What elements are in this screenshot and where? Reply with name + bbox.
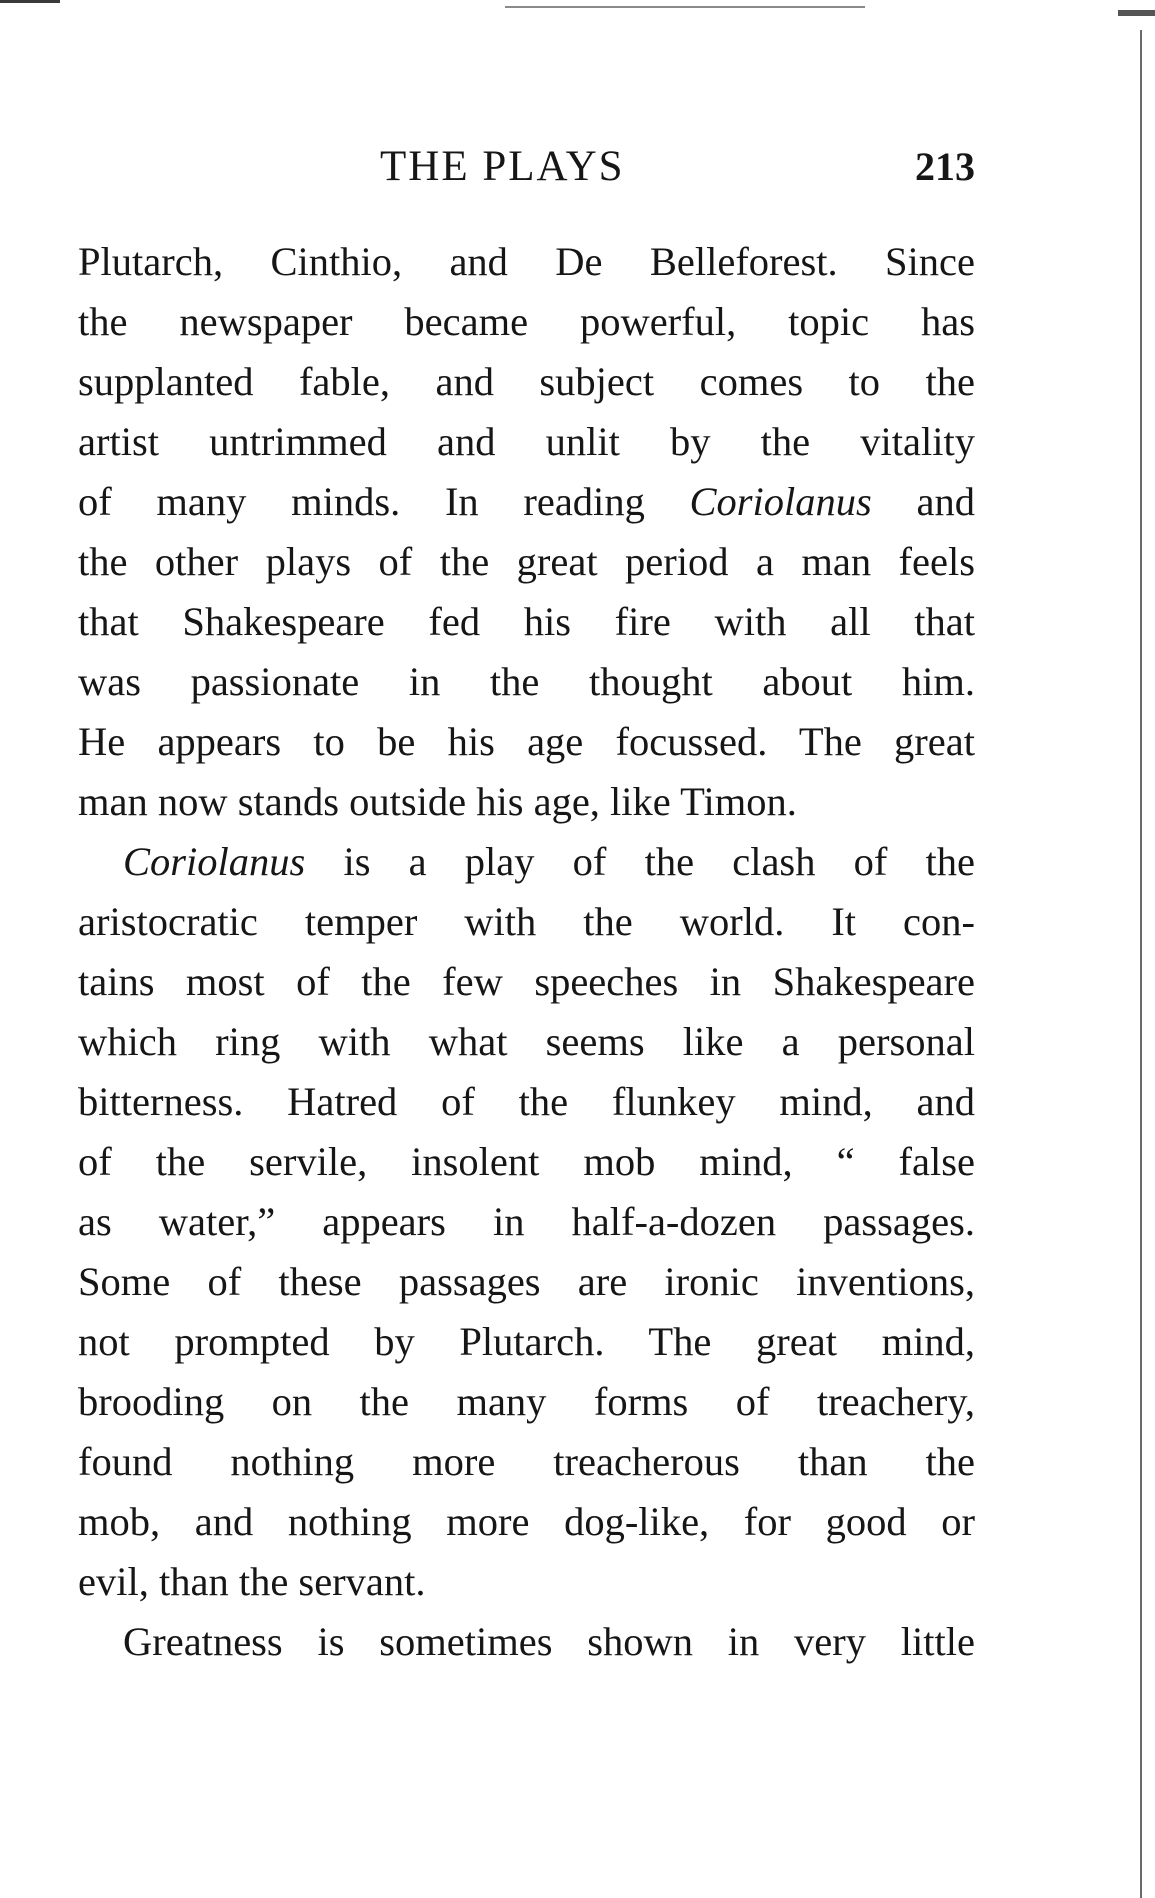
- italic-title: Coriolanus: [689, 479, 872, 524]
- text-line: Plutarch, Cinthio, and De Belleforest. Since: [78, 239, 975, 284]
- scan-mark-top-right: [1118, 10, 1155, 16]
- text-line: brooding on the many forms of treachery,: [78, 1379, 975, 1424]
- text-line: aristocratic temper with the world. It con-: [78, 899, 975, 944]
- text-line: Some of these passages are ironic inventions,: [78, 1259, 975, 1304]
- text-line: bitterness. Hatred of the flunkey mind, and: [78, 1079, 975, 1124]
- scan-mark-top: [505, 6, 865, 8]
- text-line: evil, than the servant.: [78, 1559, 426, 1604]
- paragraph-start-line: Greatness is sometimes shown in very little: [123, 1619, 975, 1664]
- page-edge-line: [1140, 30, 1142, 1898]
- text-line: tains most of the few speeches in Shakespeare: [78, 959, 975, 1004]
- text-line: which ring with what seems like a personal: [78, 1019, 975, 1064]
- text-run: is a play of the clash of the: [305, 839, 975, 884]
- text-line: He appears to be his age focussed. The great: [78, 719, 975, 764]
- text-run: and: [871, 479, 975, 524]
- running-head: THE PLAYS: [380, 143, 625, 190]
- text-line: the other plays of the great period a man feels: [78, 539, 975, 584]
- page-number: 213: [915, 144, 975, 189]
- text-line: artist untrimmed and unlit by the vitality: [78, 419, 975, 464]
- text-line: mob, and nothing more dog-like, for good or: [78, 1499, 975, 1544]
- text-line: [78, 472, 975, 532]
- italic-title: Coriolanus: [123, 839, 306, 884]
- text-line: man now stands outside his age, like Timon.: [78, 779, 797, 824]
- text-run: of many minds. In reading: [78, 479, 690, 524]
- text-line: of the servile, insolent mob mind, “ false: [78, 1139, 975, 1184]
- text-line: the newspaper became powerful, topic has: [78, 299, 975, 344]
- body-text: [78, 232, 975, 1672]
- page-header: [78, 142, 975, 192]
- paragraph-start-line: [78, 832, 975, 892]
- text-line: as water,” appears in half-a-dozen passages.: [78, 1199, 975, 1244]
- scan-mark-top-left: [0, 0, 60, 3]
- text-line: not prompted by Plutarch. The great mind,: [78, 1319, 975, 1364]
- text-line: that Shakespeare fed his fire with all that: [78, 599, 975, 644]
- text-line: found nothing more treacherous than the: [78, 1439, 975, 1484]
- text-line: supplanted fable, and subject comes to the: [78, 359, 975, 404]
- text-line: was passionate in the thought about him.: [78, 659, 975, 704]
